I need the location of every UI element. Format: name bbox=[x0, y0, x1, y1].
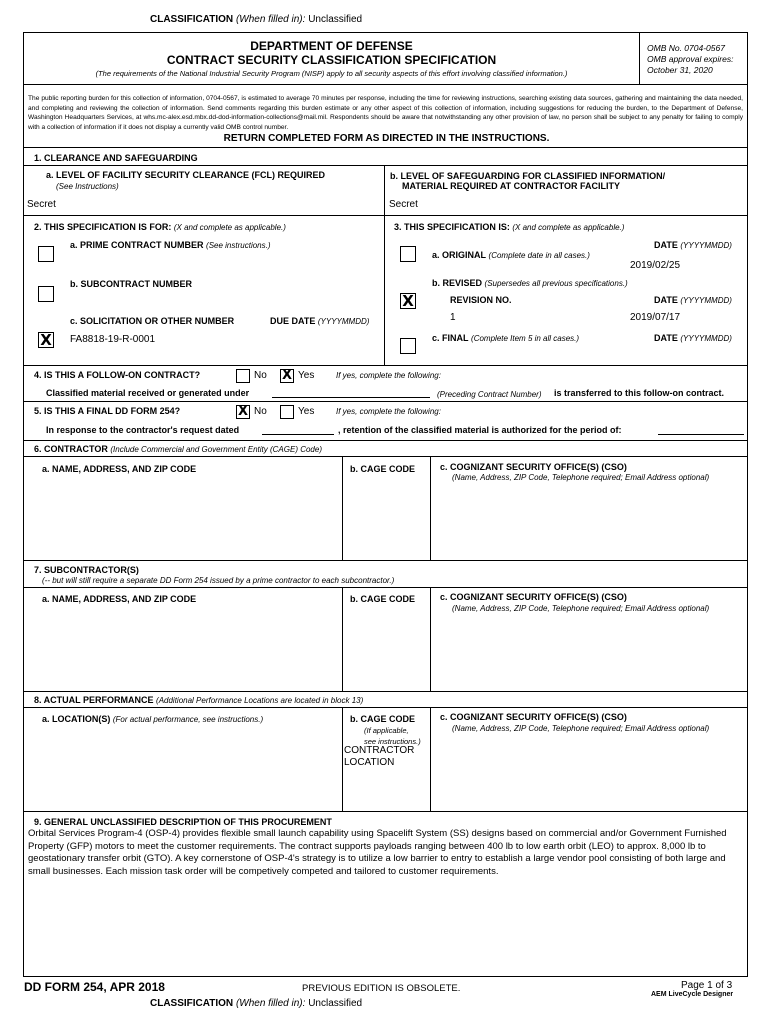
solicitation-checkbox[interactable]: X bbox=[38, 332, 54, 348]
s9-title: 9. GENERAL UNCLASSIFIED DESCRIPTION OF THIS PROCUREMENT bbox=[34, 817, 332, 827]
s5-if-yes: If yes, complete the following: bbox=[336, 407, 441, 416]
s1-a-note: (See Instructions) bbox=[56, 182, 119, 191]
s4-line1-note: (Preceding Contract Number) bbox=[437, 390, 542, 399]
s1-b-label-1: b. LEVEL OF SAFEGUARDING FOR CLASSIFIED INFORMATION/ bbox=[390, 171, 666, 181]
classification-label: CLASSIFICATION bbox=[150, 14, 234, 25]
original-date-field[interactable]: 2019/02/25 bbox=[630, 260, 681, 271]
final-dd254-yes-label: Yes bbox=[298, 406, 315, 417]
burden-statement: The public reporting burden for this collection of information, 0704-0567, is estimated to average 70 minutes per response, including the time for reviewing instructions, searching existing data sources, gathering and maintaining the data needed, and completing and reviewing the collection of information. Send comments regarding this burden estimate or any other aspect of this collection of information, including suggestions for reducing the burden, to the Department of Defense, Washington Headquarters Services, at whs.mc-alex.esd.mbx.dd-dod-information-collections@mail.mil. Respondents should be aware that notwithstanding any other provision of law, no person shall be subject to any penalty for failing to comply with a collection of information if it does not display a currently valid OMB control number. bbox=[28, 95, 743, 131]
s3-date-label-c: DATE bbox=[654, 333, 678, 343]
s2-a-note: (See instructions.) bbox=[206, 241, 271, 250]
followon-no-checkbox[interactable] bbox=[236, 369, 250, 383]
s3-title: 3. THIS SPECIFICATION IS: bbox=[394, 222, 510, 232]
s4-line1-end: is transferred to this follow-on contract. bbox=[554, 388, 725, 398]
prime-contract-checkbox[interactable] bbox=[38, 246, 54, 262]
final-dd254-yes-checkbox[interactable] bbox=[280, 405, 294, 419]
s3-a-row bbox=[432, 250, 590, 260]
s4-line1: Classified material received or generated under bbox=[46, 388, 250, 398]
s3-b-row bbox=[432, 278, 628, 288]
s7-b-label: b. CAGE CODE bbox=[350, 594, 416, 604]
preceding-contract-field[interactable] bbox=[272, 386, 430, 398]
previous-edition-note: PREVIOUS EDITION IS OBSOLETE. bbox=[302, 983, 461, 994]
s7-title-note: (-- but will still require a separate DD Form 254 issued by a prime contractor to each subcontractor.) bbox=[42, 576, 395, 585]
s5-line1-mid: , retention of the classified material is authorized for the period of: bbox=[338, 425, 622, 435]
revised-date-field[interactable]: 2019/07/17 bbox=[630, 312, 681, 323]
s3-date-label-b: DATE bbox=[654, 295, 678, 305]
revision-number-label: REVISION NO. bbox=[450, 295, 512, 305]
s7-c-label: c. COGNIZANT SECURITY OFFICE(S) (CSO) bbox=[440, 592, 627, 602]
s2-a-row bbox=[70, 240, 271, 250]
s8-title-row bbox=[34, 695, 363, 705]
safeguarding-level-field[interactable]: Secret bbox=[389, 199, 418, 210]
subcontract-checkbox[interactable] bbox=[38, 286, 54, 302]
form-title: CONTRACT SECURITY CLASSIFICATION SPECIFICATION bbox=[166, 53, 497, 67]
request-date-field[interactable] bbox=[262, 423, 334, 435]
final-dd254-no-checkbox[interactable]: X bbox=[237, 404, 249, 419]
classification-note: (When filled in): bbox=[235, 14, 306, 25]
s2-due-note: (YYYYMMDD) bbox=[317, 317, 370, 326]
s3-b-label: b. REVISED bbox=[432, 278, 483, 288]
dept-title: DEPARTMENT OF DEFENSE bbox=[250, 39, 413, 53]
s3-date-note-a: (YYYYMMDD) bbox=[680, 241, 732, 250]
page-number: Page 1 of 3 bbox=[681, 980, 733, 991]
return-instructions: RETURN COMPLETED FORM AS DIRECTED IN THE INSTRUCTIONS. bbox=[223, 133, 550, 144]
revision-number-field[interactable]: 1 bbox=[450, 312, 456, 323]
performance-cage-line-1[interactable]: CONTRACTOR bbox=[344, 745, 415, 756]
revised-checkbox[interactable]: X bbox=[400, 293, 416, 309]
performance-cage-line-2[interactable]: LOCATION bbox=[344, 757, 395, 768]
s8-b-note-1: (If applicable, bbox=[364, 726, 409, 735]
retention-period-field[interactable] bbox=[658, 423, 744, 435]
s8-title: 8. ACTUAL PERFORMANCE bbox=[34, 695, 154, 705]
s3-c-label: c. FINAL bbox=[432, 333, 469, 343]
s8-b-label: b. CAGE CODE bbox=[350, 714, 416, 724]
form-number: DD FORM 254, APR 2018 bbox=[24, 980, 165, 994]
s3-date-label-a: DATE bbox=[654, 240, 678, 250]
s8-title-note: (Additional Performance Locations are located in block 13) bbox=[156, 696, 364, 705]
s3-date-note-b: (YYYYMMDD) bbox=[680, 296, 732, 305]
s4-if-yes: If yes, complete the following: bbox=[336, 371, 441, 380]
procurement-description-field[interactable]: Orbital Services Program-4 (OSP-4) provides flexible small launch capability using Spacelift System (SS) designs based on commercial and/or Government Furnished Property (GFP) motors to meet the customer requirements. The contract supports payloads ranging between 400 lb to low earth orbit (LEO) to approx. 8,000 lb to geostationary transfer orbit (GTO). A key cornerstone of OSP-4's strategy is to utilize a low barrier to entry to establish a large vendor pool consisting of both large and small businesses. Each mission task order will be competively competed and tailored to customer requirements. bbox=[28, 828, 727, 877]
s8-b-note-2: see instructions.) bbox=[364, 737, 421, 746]
omb-expiration-label: OMB approval expires: bbox=[647, 54, 734, 64]
s3-title-row bbox=[394, 222, 624, 232]
s6-title-note: (Include Commercial and Government Entity (CAGE) Code) bbox=[110, 445, 322, 454]
original-checkbox[interactable] bbox=[400, 246, 416, 262]
s3-date-header-c bbox=[654, 333, 732, 343]
s2-a-label: a. PRIME CONTRACT NUMBER bbox=[70, 240, 204, 250]
s4-label: 4. IS THIS A FOLLOW-ON CONTRACT? bbox=[34, 370, 201, 380]
s5-line1: In response to the contractor's request dated bbox=[46, 425, 240, 435]
solicitation-number-field[interactable]: FA8818-19-R-0001 bbox=[70, 334, 156, 345]
classification-bottom-value: Unclassified bbox=[308, 998, 363, 1009]
s3-title-note: (X and complete as applicable.) bbox=[512, 223, 625, 232]
s8-c-label: c. COGNIZANT SECURITY OFFICE(S) (CSO) bbox=[440, 712, 627, 722]
fcl-required-field[interactable]: Secret bbox=[27, 199, 56, 210]
s1-title: 1. CLEARANCE AND SAFEGUARDING bbox=[34, 153, 198, 163]
designer-credit: AEM LiveCycle Designer bbox=[651, 991, 734, 998]
s3-date-note-c: (YYYYMMDD) bbox=[680, 334, 732, 343]
classification-bottom-label: CLASSIFICATION bbox=[150, 998, 234, 1009]
omb-number: OMB No. 0704-0567 bbox=[647, 43, 725, 53]
s6-title: 6. CONTRACTOR bbox=[34, 444, 108, 454]
s5-label: 5. IS THIS A FINAL DD FORM 254? bbox=[34, 406, 181, 416]
s6-c-label: c. COGNIZANT SECURITY OFFICE(S) (CSO) bbox=[440, 462, 627, 472]
s2-c-due-row bbox=[270, 316, 369, 326]
s8-c-note: (Name, Address, ZIP Code, Telephone required; Email Address optional) bbox=[452, 724, 710, 733]
s2-b-label: b. SUBCONTRACT NUMBER bbox=[70, 279, 192, 289]
s2-title-row bbox=[34, 222, 286, 232]
s3-a-note: (Complete date in all cases.) bbox=[488, 251, 590, 260]
form-subtitle: (The requirements of the National Industrial Security Program (NISP) apply to all security aspects of this effort involving classified information.) bbox=[95, 69, 568, 78]
s1-a-label: a. LEVEL OF FACILITY SECURITY CLEARANCE (FCL) REQUIRED bbox=[46, 170, 326, 180]
s8-a-note: (For actual performance, see instructions.) bbox=[112, 715, 264, 724]
followon-yes-checkbox[interactable]: X bbox=[281, 368, 293, 383]
followon-yes-label: Yes bbox=[298, 370, 315, 381]
s6-c-note: (Name, Address, ZIP Code, Telephone required; Email Address optional) bbox=[452, 473, 710, 482]
final-checkbox[interactable] bbox=[400, 338, 416, 354]
s6-title-row bbox=[34, 444, 322, 454]
s3-a-label: a. ORIGINAL bbox=[432, 250, 487, 260]
classification-bottom-note: (When filled in): bbox=[235, 998, 306, 1009]
classification-value: Unclassified bbox=[308, 14, 363, 25]
s7-title: 7. SUBCONTRACTOR(S) bbox=[34, 565, 139, 575]
s8-a-label: a. LOCATION(S) bbox=[42, 714, 111, 724]
s3-c-row bbox=[432, 333, 579, 343]
omb-expiration-date: October 31, 2020 bbox=[647, 65, 713, 75]
s6-b-label: b. CAGE CODE bbox=[350, 464, 416, 474]
s3-b-note: (Supersedes all previous specifications.) bbox=[484, 279, 628, 288]
final-dd254-no-label: No bbox=[254, 406, 267, 417]
s7-a-label: a. NAME, ADDRESS, AND ZIP CODE bbox=[42, 594, 197, 604]
followon-no-label: No bbox=[254, 370, 267, 381]
s7-c-note: (Name, Address, ZIP Code, Telephone required; Email Address optional) bbox=[452, 604, 710, 613]
s2-due-label: DUE DATE bbox=[270, 316, 316, 326]
s1-b-label-2: MATERIAL REQUIRED AT CONTRACTOR FACILITY bbox=[402, 181, 620, 191]
s3-date-header-a bbox=[654, 240, 732, 250]
s3-c-note: (Complete Item 5 in all cases.) bbox=[471, 334, 580, 343]
s2-c-label: c. SOLICITATION OR OTHER NUMBER bbox=[70, 316, 235, 326]
classification-top bbox=[150, 14, 362, 25]
s8-a-row bbox=[42, 714, 263, 724]
s6-a-label: a. NAME, ADDRESS, AND ZIP CODE bbox=[42, 464, 197, 474]
s2-title-note: (X and complete as applicable.) bbox=[173, 223, 286, 232]
s3-date-header-b bbox=[654, 295, 732, 305]
classification-bottom bbox=[150, 998, 362, 1009]
s2-title: 2. THIS SPECIFICATION IS FOR: bbox=[34, 222, 172, 232]
